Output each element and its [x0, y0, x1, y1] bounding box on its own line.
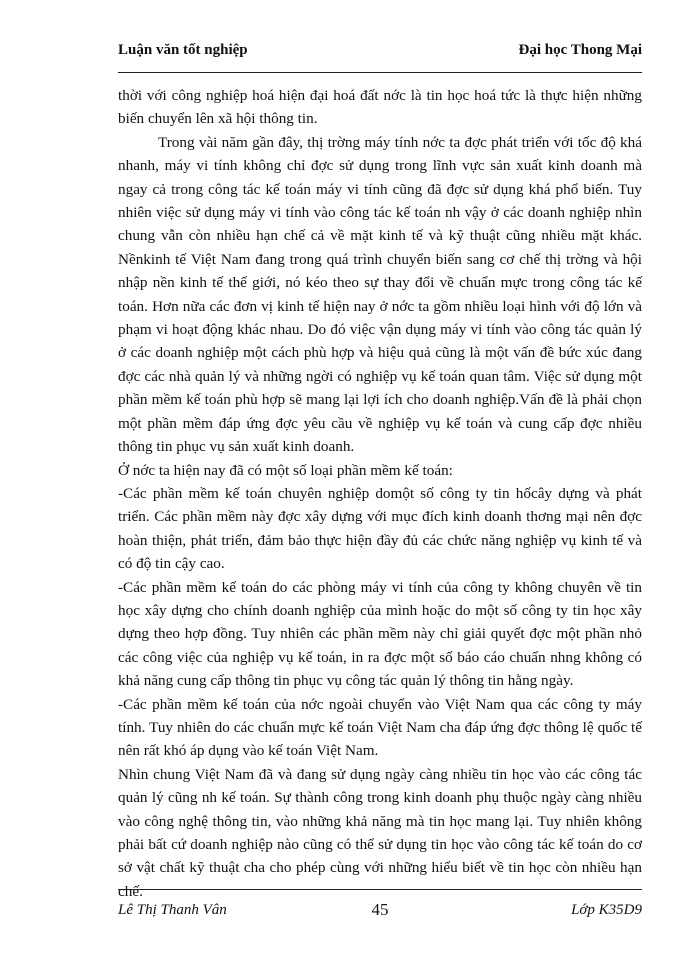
footer-class: Lớp K35D9 — [571, 902, 642, 918]
document-body — [118, 84, 642, 903]
footer-author: Lê Thị Thanh Vân — [118, 902, 227, 918]
page-footer — [118, 900, 642, 924]
paragraph: -Các phần mềm kế toán do các phòng máy vi tính của công ty không chuyên về tin học xây dựng cho chính doanh nghiệp của mình hoặc do một số công ty tin học xây dựng theo hợp đồng. Tuy nhiên các phần mềm này chỉ giải quyết đợc một phần nhỏ các công việc của nghiệp vụ kế toán, in ra đợc một số báo cáo chuẩn nhng không có khả năng cung cấp thông tin phục vụ công tác quản lý thông tin hằng ngày. — [118, 578, 642, 690]
paragraph: Nhìn chung Việt Nam đã và đang sử dụng ngày càng nhiều tin học vào các công tác quản lý cũng nh kế toán. Sự thành công trong kinh doanh phụ thuộc ngày càng nhiều vào công nghệ thông tin, vào những khả năng mà tin học mang lại. Tuy nhiên không phải bất cứ doanh nghiệp nào cũng có thể sử dụng tin học vào công tác kế toán do cơ sở vật chất kỹ thuật cha cho phép cùng với những hiểu biết về tin học còn nhiều hạn chế. — [118, 765, 642, 900]
header-thesis-label: Luận văn tốt nghiệp — [118, 42, 248, 58]
paragraph: -Các phần mềm kế toán của nớc ngoài chuyển vào Việt Nam qua các công ty máy tính. Tuy nhiên do các chuẩn mực kế toán Việt Nam cha đáp ứng đợc thông lệ quốc tế nên rất khó áp dụng vào kế toán Việt Nam. — [118, 695, 642, 760]
header-divider — [118, 72, 642, 73]
paragraph: Ở nớc ta hiện nay đã có một số loại phần mềm kế toán: — [118, 461, 453, 479]
page-header — [118, 42, 642, 64]
paragraph: -Các phần mềm kế toán chuyên nghiệp domột số công ty tin hốcây dựng và phát triển. Các phần mềm này đợc xây dựng với mục đích kinh doanh thơng mại nên đợc hoàn thiện, phát triển, đảm bảo thực hiện đầy đủ các chức năng nghiệp vụ kinh tế và có độ tin cậy cao. — [118, 484, 642, 573]
footer-divider — [118, 889, 642, 890]
header-university-label: Đại học Thong Mại — [518, 42, 642, 58]
page-number: 45 — [371, 900, 389, 919]
paragraph: Trong vài năm gần đây, thị trờng máy tính nớc ta đợc phát triển với tốc độ khá nhanh, máy vi tính không chỉ đợc sử dụng trong lĩnh vực sản xuất kinh doanh mà ngay cả trong công tác kế toán máy vi tính cũng đã đợc sử dụng khá phổ biến. Tuy nhiên việc sử dụng máy vi tính vào công tác kế toán nh vậy ở các doanh nghiệp nhìn chung vẫn còn nhiều hạn chế cả về mặt kinh tế và kỹ thuật cũng nhiều mặt khác. Nềnkinh tế Việt Nam đang trong quá trình chuyển biến sang cơ chế thị trờng và hội nhập nền kinh tế thế giới, nó kéo theo sự thay đổi về chuẩn mực trong công tác kế toán. Hơn nữa các đơn vị kinh tế hiện nay ở nớc ta gồm nhiều loại hình với độ lớn và phạm vi hoạt động khác nhau. Do đó việc vận dụng máy vi tính vào công tác quản lý ở các doanh nghiệp một cách phù hợp và hiệu quả cũng là một vấn đề bức xúc đang đợc các nhà quản lý và những ngời có nghiệp vụ kế toán quan tâm. Việc sử dụng một phần mềm kế toán phù hợp sẽ mang lại lợi ích cho doanh nghiệp.Vấn đề là phải chọn một phần mềm đáp ứng đợc yêu cầu về nghiệp vụ kế toán và cung cấp đợc nhiều thông tin phục vụ sản xuất kinh doanh. — [118, 133, 642, 456]
paragraph: thời với công nghiệp hoá hiện đại hoá đất nớc là tin học hoá tức là thực hiện những biến chuyển lên xã hội thông tin. — [118, 87, 642, 128]
